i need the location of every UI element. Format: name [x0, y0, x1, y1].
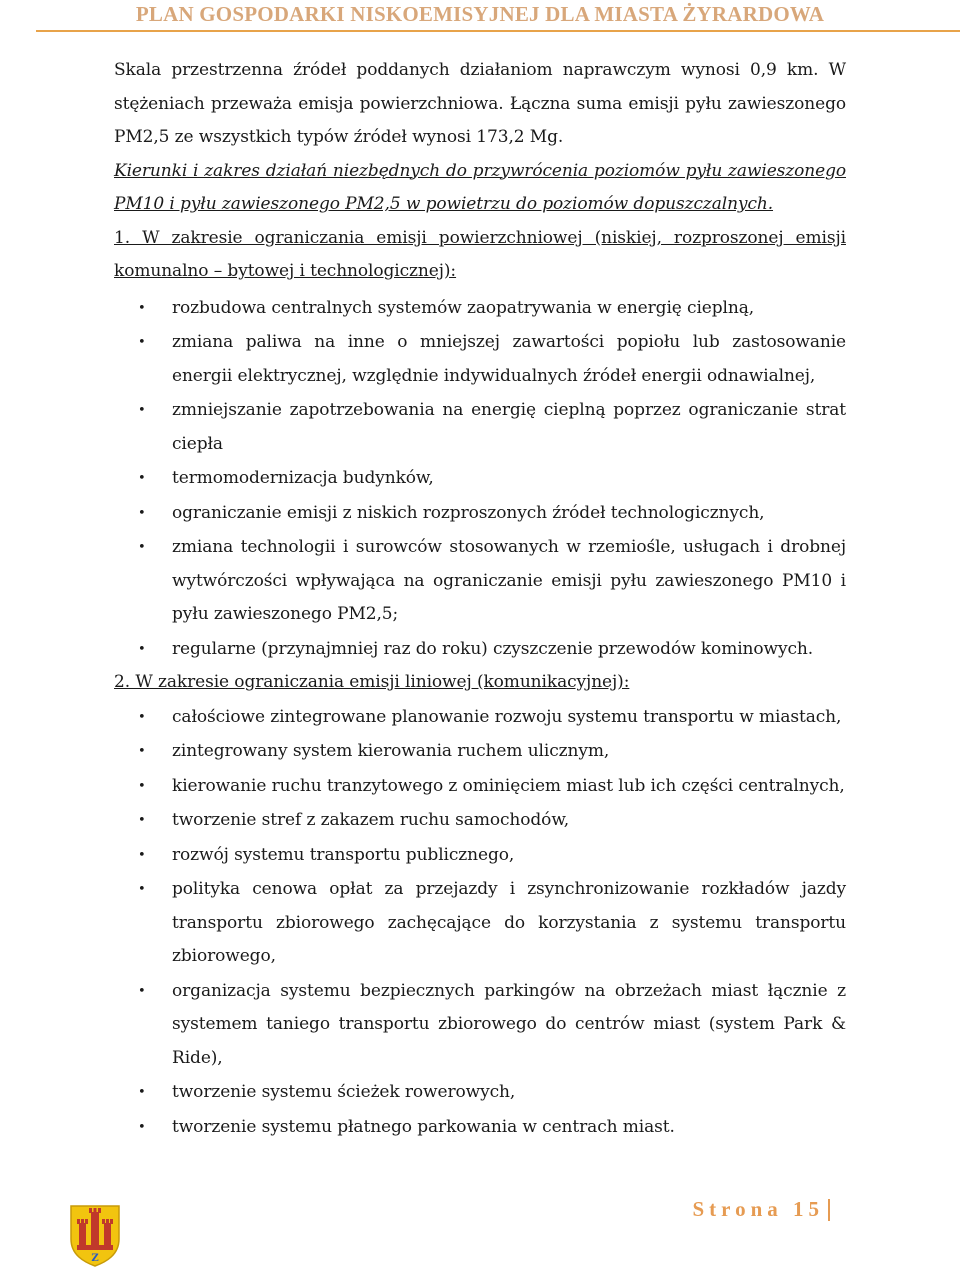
list-item: • zintegrowany system kierowania ruchem ulicznym,	[114, 735, 846, 769]
list-item: • całościowe zintegrowane planowanie rozwoju systemu transportu w miastach,	[114, 701, 846, 735]
bullet-icon: •	[138, 744, 146, 759]
list-item: • tworzenie systemu płatnego parkowania w centrach miast.	[114, 1111, 846, 1145]
list-item: • tworzenie systemu ścieżek rowerowych,	[114, 1076, 846, 1110]
section1-list	[114, 292, 846, 667]
bullet-icon: •	[138, 505, 146, 521]
bullet-icon: •	[138, 1119, 146, 1135]
header-divider	[36, 30, 960, 32]
bullet-icon: •	[138, 471, 146, 486]
bullet-icon: •	[138, 813, 146, 828]
list-item: • rozwój systemu transportu publicznego,	[114, 839, 846, 873]
list-item: • polityka cenowa opłat za przejazdy i zsynchronizowanie rozkładów jazdy transportu zbiorowego zachęcające do korzystania z systemu transportu zbiorowego,	[114, 873, 846, 974]
bullet-icon: •	[138, 983, 146, 999]
list-item: • termomodernizacja budynków,	[114, 462, 846, 496]
list-item: • ograniczanie emisji z niskich rozproszonych źródeł technologicznych,	[114, 497, 846, 531]
bullet-icon: •	[138, 540, 146, 555]
bullet-icon: •	[138, 641, 146, 657]
section2-list	[114, 701, 846, 1145]
list-item: • tworzenie stref z zakazem ruchu samochodów,	[114, 804, 846, 838]
list-item: • zmniejszanie zapotrzebowania na energię cieplną poprzez ograniczanie strat ciepła	[114, 394, 846, 461]
page-header-title: PLAN GOSPODARKI NISKOEMISYJNEJ DLA MIASTA ŻYRARDOWA	[135, 2, 825, 26]
intro-paragraph: Skala przestrzenna źródeł poddanych działaniom naprawczym wynosi 0,9 km. W stężeniach przeważa emisja powierzchniowa. Łączna suma emisji pyłu zawieszonego PM2,5 ze wszystkich typów źródeł wynosi 173,2 Mg.	[114, 60, 846, 147]
svg-text:Z: Z	[91, 1253, 99, 1264]
list-item: • zmiana paliwa na inne o mniejszej zawartości popiołu lub zastosowanie energii elektrycznej, względnie indywidualnych źródeł energii odnawialnej,	[114, 326, 846, 393]
document-body	[114, 54, 846, 1144]
bullet-icon: •	[138, 882, 146, 897]
bullet-icon: •	[138, 847, 146, 863]
list-item: • regularne (przynajmniej raz do roku) czyszczenie przewodów kominowych.	[114, 633, 846, 667]
page-number: Strona 15	[692, 1197, 824, 1221]
bullet-icon: •	[138, 1085, 146, 1100]
list-item: • rozbudowa centralnych systemów zaopatrywania w energię cieplną,	[114, 292, 846, 326]
list-item: • organizacja systemu bezpiecznych parkingów na obrzeżach miast łącznie z systemem taniego transportu zbiorowego do centrów miast (system Park & Ride),	[114, 975, 846, 1076]
bullet-icon: •	[138, 778, 146, 794]
bullet-icon: •	[138, 335, 146, 350]
bullet-icon: •	[138, 403, 146, 418]
section-subheading: Kierunki i zakres działań niezbędnych do przywrócenia poziomów pyłu zawieszonego PM10 i pyłu zawieszonego PM2,5 w powietrzu do poziomów dopuszczalnych.	[114, 160, 846, 214]
page-number-divider	[828, 1199, 830, 1221]
zyrardow-coat-of-arms-icon	[68, 1203, 122, 1267]
list-item: • kierowanie ruchu tranzytowego z ominięciem miast lub ich części centralnych,	[114, 770, 846, 804]
bullet-icon: •	[138, 709, 146, 725]
section1-heading: 1. W zakresie ograniczania emisji powierzchniowej (niskiej, rozproszonej emisji komunalno – bytowej i technologicznej):	[114, 227, 846, 281]
bullet-icon: •	[138, 300, 146, 316]
list-item: • zmiana technologii i surowców stosowanych w rzemiośle, usługach i drobnej wytwórczości wpływająca na ograniczanie emisji pyłu zawieszonego PM10 i pyłu zawieszonego PM2,5;	[114, 531, 846, 632]
section2-heading: 2. W zakresie ograniczania emisji liniowej (komunikacyjnej):	[114, 672, 630, 692]
